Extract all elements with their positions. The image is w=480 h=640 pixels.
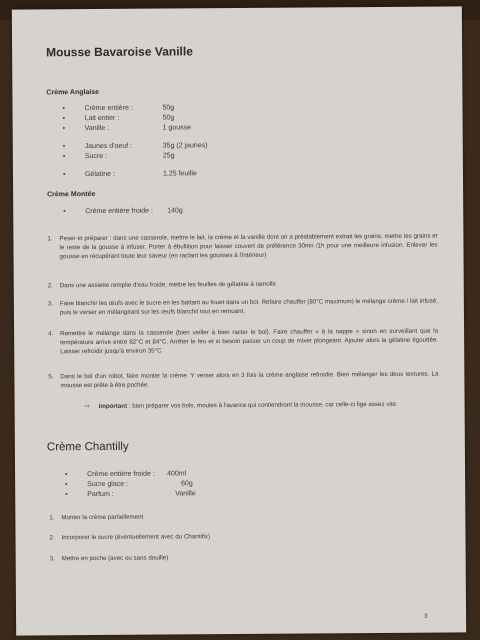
step-2: 2. Dans une assiette remplie d'eau froide, mettre les feuilles de gélatine à ramollir. [47, 280, 278, 290]
arrow-right-icon: ⇨ [84, 403, 90, 411]
ingredient-jaunes-oeuf: • Jaunes d'oeuf : 35g (2 jaunes) [62, 142, 208, 151]
chantilly-parfum: • Parfum : Vanille [65, 490, 196, 499]
ingredient-creme-entiere: • Crème entière : 50g [62, 104, 175, 113]
section-heading-creme-montee: Crème Montée [47, 190, 96, 199]
ingredient-sucre: • Sucre : 25g [62, 152, 175, 161]
recipe-page [12, 6, 466, 635]
section-heading-creme-chantilly: Crème Chantilly [46, 440, 129, 454]
ingredient-vanille: • Vanille : 1 gousse [62, 124, 192, 133]
chantilly-creme-froide: • Crème entière froide : 400ml [65, 470, 187, 479]
ingredient-lait-entier: • Lait entier : 50g [62, 114, 175, 123]
page-number: 3 [424, 613, 428, 620]
page-title: Mousse Bavaroise Vanille [46, 44, 193, 60]
section-heading-creme-anglaise: Crème Anglaise [46, 88, 100, 97]
ingredient-gelatine: • Gélatine : 1,25 feuille [62, 170, 197, 179]
step-1: 1. Peser et préparer : dans une casserole, mettre le lait, la crème et la vanille dont on a préalablement extrait les grains, mettre les grains et le reste de la gousse à infuser. Porter à ébullition pour laisser couvert de préférence 30mn /1h pour une meilleure infusion. Enlever les gousse en récupérant toute leur saveur (en raclant les gousses à l'intérieur) [47, 232, 438, 260]
important-note: ⇨ Important : bien préparer vos bols, moules à l'avance qui contiendront la mousse, car celle-ci fige assez vite. [84, 400, 398, 411]
chantilly-sucre-glace: • Sucre glace : 60g [65, 480, 193, 489]
chantilly-step-2: 2. Incorporer le sucre (éventuellement avec du Chantifix) [49, 533, 211, 542]
step-3: 3. Faire blanchir les œufs avec le sucre en les battant au fouet dans un bol. Refaire chauffer (80°C maximum) le mélange crème / lait infusé, puis le verser en mélangeant sur les œufs blanchit tout en remuant. [47, 297, 438, 317]
step-5: 5. Dans le bol d'un robot, faire monter la crème. Y verser alors en 3 fois la crème anglaise refroidie. Bien mélanger les deux textures. La mousse est prête à être pochée. [48, 370, 439, 390]
step-4: 4. Remettre le mélange dans la casserole (bien veiller à bien racler le bol). Faire chauffer « à la nappe » sinon en surveillant que la température arrive entre 82°C et 84°C. Arrêter le feu et si besoin passer un coup de mixer plongeant. Ajouter alors la gélatine égouttée. Laisser refroidir jusqu'à environ 35°C [48, 327, 439, 355]
chantilly-step-3: 3. Mettre en poche (avec ou sans douille) [49, 554, 169, 563]
chantilly-step-1: 1. Monter la crème partiellement [49, 513, 144, 522]
ingredient-creme-froide: • Crème entière froide : 140g [63, 207, 183, 216]
